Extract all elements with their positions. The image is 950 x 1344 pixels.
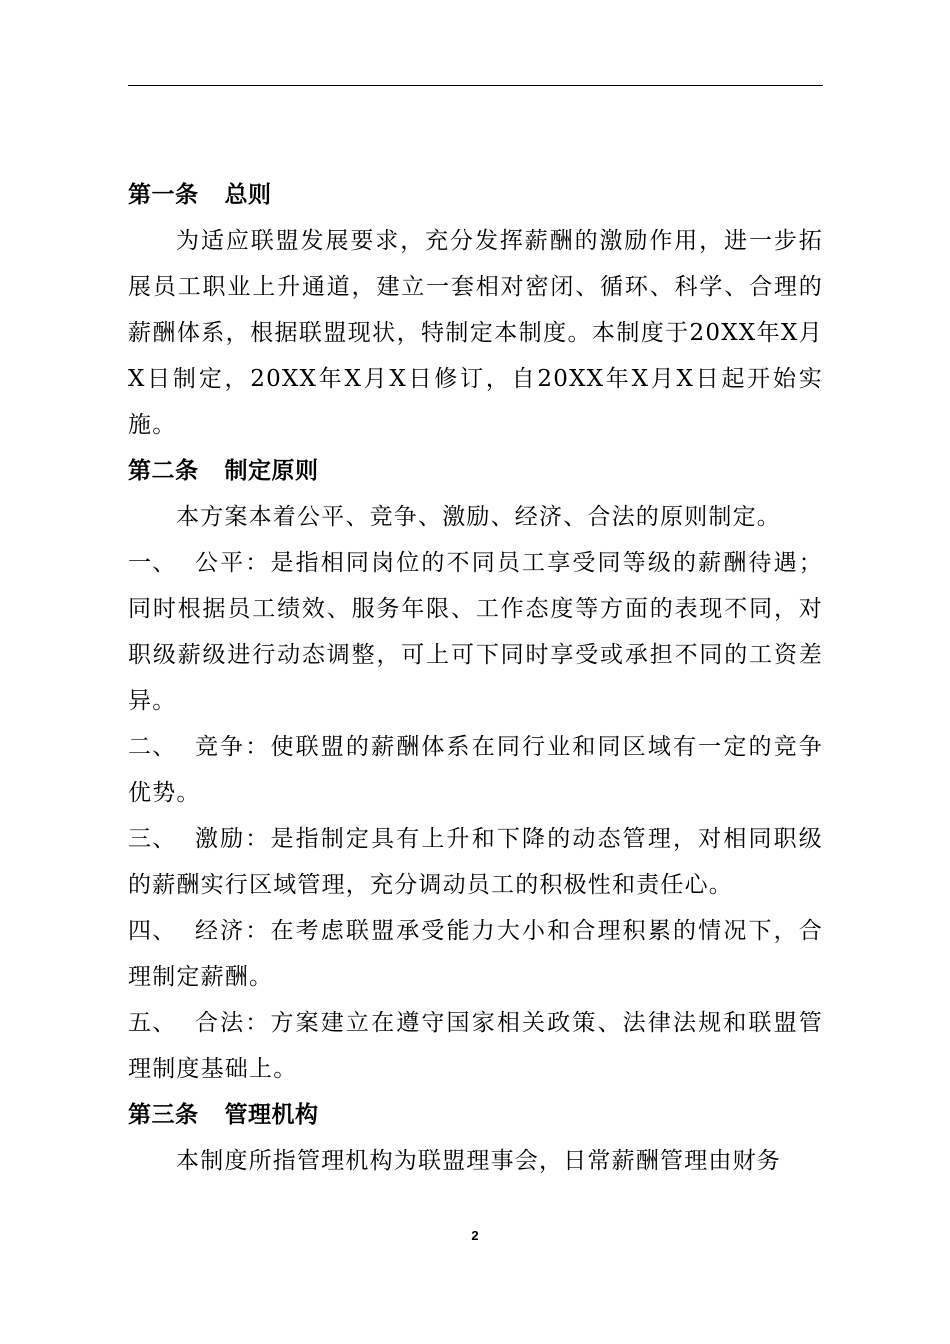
article-3-paragraph: 本制度所指管理机构为联盟理事会，日常薪酬管理由财务 [176,1148,781,1174]
principle-item-fairness [128,540,823,724]
article-2-number: 第二条 [128,458,199,484]
principle-text: 激励：是指制定具有上升和下降的动态管理，对相同职级的薪酬实行区域管理，充分调动员工的积极性和责任心。 [128,826,823,898]
principle-label: 五、 [128,1010,177,1036]
principle-item-economy [128,908,823,1000]
principle-text: 公平：是指相同岗位的不同员工享受同等级的薪酬待遇；同时根据员工绩效、服务年限、工作态度等方面的表现不同，对职级薪级进行动态调整，可上可下同时享受或承担不同的工资差异。 [128,550,823,714]
article-3-heading [128,1092,823,1138]
article-1-number: 第一条 [128,182,199,208]
principle-text: 竞争：使联盟的薪酬体系在同行业和同区域有一定的竞争优势。 [128,734,823,806]
principle-label: 四、 [128,918,177,944]
header-rule [128,85,823,86]
article-3-title: 管理机构 [224,1102,319,1128]
article-2-intro: 本方案本着公平、竞争、激励、经济、合法的原则制定。 [176,504,781,530]
principle-item-competition [128,724,823,816]
page-number: 2 [471,1228,479,1243]
article-2-heading [128,448,823,494]
article-1-paragraph: 为适应联盟发展要求，充分发挥薪酬的激励作用，进一步拓展员工职业上升通道，建立一套相对密闭、循环、科学、合理的薪酬体系，根据联盟现状，特制定本制度。本制度于20XX年X月X日制定，20XX年X月X日修订，自20XX年X月X日起开始实施。 [128,228,823,438]
principle-label: 一、 [128,550,177,576]
article-3-number: 第三条 [128,1102,199,1128]
document-body [128,172,823,1184]
principle-label: 三、 [128,826,177,852]
principle-text: 合法：方案建立在遵守国家相关政策、法律法规和联盟管理制度基础上。 [128,1010,823,1082]
article-2-title: 制定原则 [224,458,319,484]
article-1-title: 总则 [224,182,272,208]
principle-item-legality [128,1000,823,1092]
principle-item-incentive [128,816,823,908]
principle-text: 经济：在考虑联盟承受能力大小和合理积累的情况下，合理制定薪酬。 [128,918,823,990]
article-1-heading [128,172,823,218]
principle-label: 二、 [128,734,177,760]
